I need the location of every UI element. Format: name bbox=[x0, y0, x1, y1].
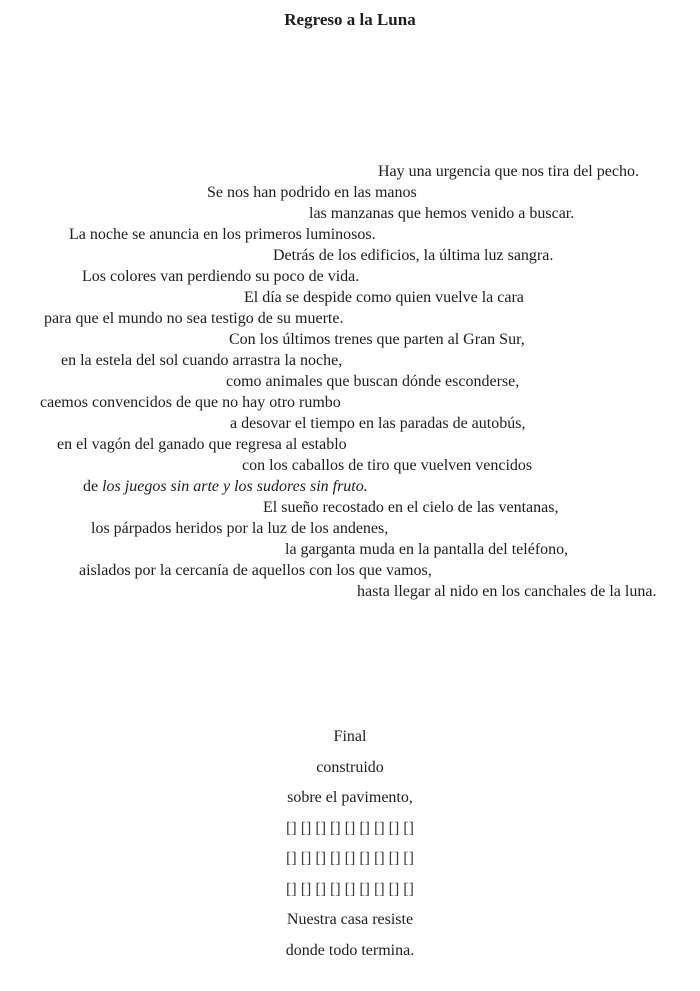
poem-line-italic-segment: los juegos sin arte y los sudores sin fruto. bbox=[102, 478, 368, 495]
final-line: Final bbox=[333, 728, 367, 745]
final-line: sobre el pavimento, bbox=[287, 789, 413, 806]
poem-line: Se nos han podrido en las manos bbox=[207, 184, 417, 201]
poem-line: como animales que buscan dónde esconderse, bbox=[226, 373, 520, 390]
poem-line: hasta llegar al nido en los canchales de la luna. bbox=[357, 583, 657, 600]
poem-line: los párpados heridos por la luz de los andenes, bbox=[91, 520, 389, 537]
missing-glyph-box-row: [] [] [] [] [] [] [] [] [] bbox=[286, 819, 414, 837]
final-line: construido bbox=[316, 758, 384, 776]
poem-line-lead: de bbox=[83, 478, 103, 495]
poem-line: El día se despide como quien vuelve la cara bbox=[244, 289, 524, 306]
poem-line: en la estela del sol cuando arrastra la noche, bbox=[61, 352, 343, 369]
poem-line: para que el mundo no sea testigo de su muerte. bbox=[44, 310, 344, 327]
poem-line: la garganta muda en la pantalla del teléfono, bbox=[285, 541, 569, 558]
poem-line: Con los últimos trenes que parten al Gran Sur, bbox=[229, 331, 525, 348]
poem-line: El sueño recostado en el cielo de las ventanas, bbox=[263, 499, 559, 516]
poem-line: a desovar el tiempo en las paradas de autobús, bbox=[230, 415, 526, 432]
missing-glyph-box-row: [] [] [] [] [] [] [] [] [] bbox=[286, 880, 414, 898]
final-stanza bbox=[0, 722, 700, 966]
final-line: donde todo termina. bbox=[285, 941, 415, 959]
missing-glyph-box-row: [] [] [] [] [] [] [] [] [] bbox=[286, 850, 414, 867]
poem-body bbox=[0, 161, 700, 602]
poem-line: caemos convencidos de que no hay otro rumbo bbox=[40, 394, 341, 411]
poem-line-italic bbox=[83, 476, 700, 497]
final-line: Nuestra casa resiste bbox=[286, 911, 414, 928]
poem-line: Los colores van perdiendo su poco de vida. bbox=[82, 268, 360, 285]
poem-line: con los caballos de tiro que vuelven vencidos bbox=[242, 457, 533, 474]
poem-title: Regreso a la Luna bbox=[284, 10, 416, 29]
poem-line: La noche se anuncia en los primeros luminosos. bbox=[69, 226, 376, 243]
poem-line: en el vagón del ganado que regresa al establo bbox=[57, 436, 347, 453]
poem-line: las manzanas que hemos venido a buscar. bbox=[309, 205, 575, 222]
poem-line: Hay una urgencia que nos tira del pecho. bbox=[378, 163, 639, 180]
poem-line: aislados por la cercanía de aquellos con los que vamos, bbox=[79, 562, 432, 579]
poem-line: Detrás de los edificios, la última luz sangra. bbox=[273, 247, 554, 264]
